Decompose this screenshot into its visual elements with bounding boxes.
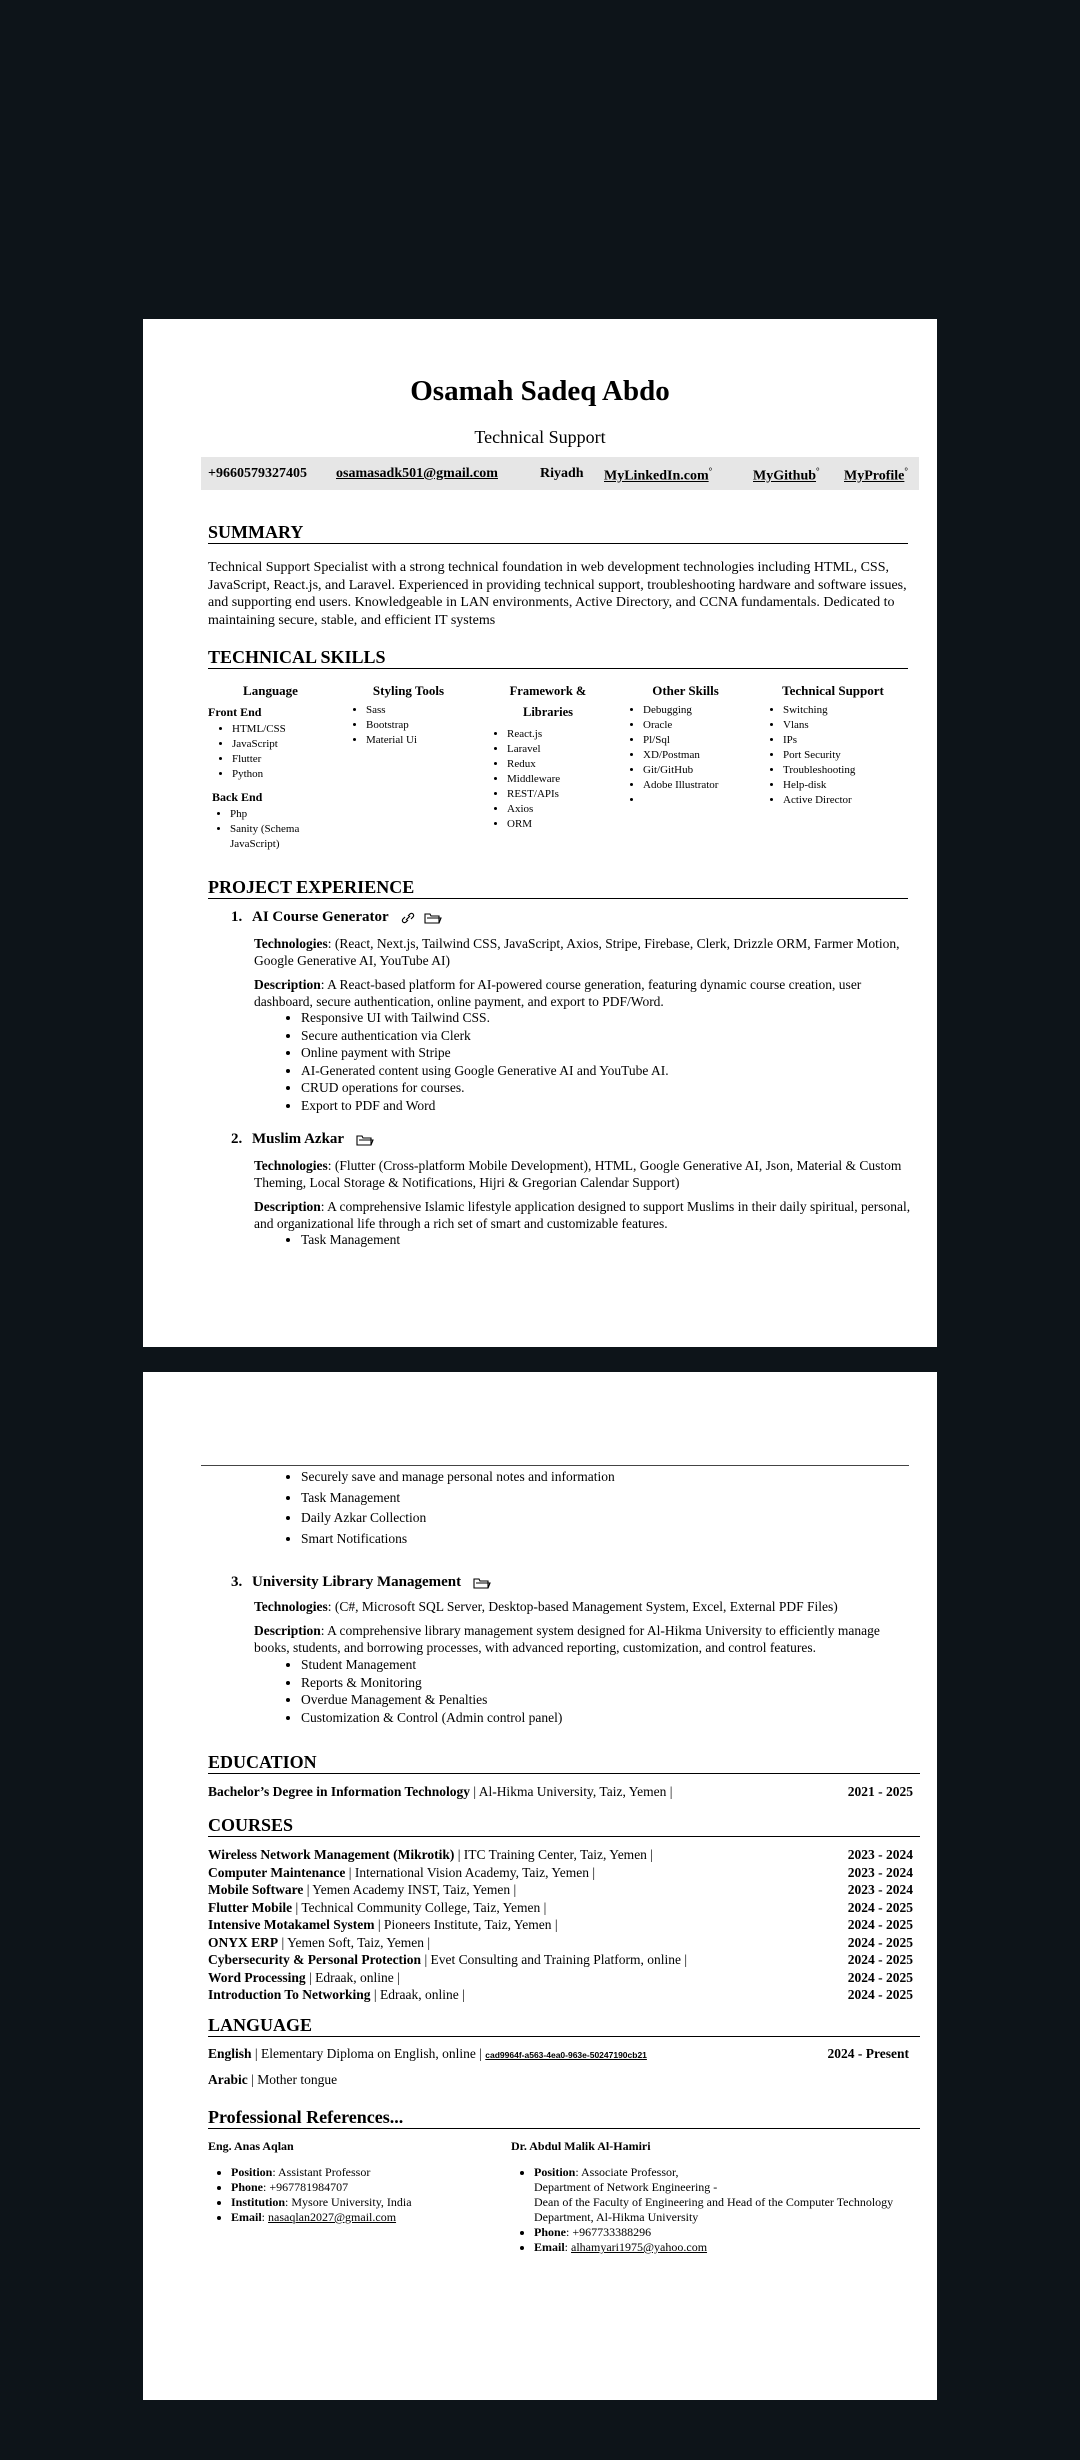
email-label: Email <box>231 2210 262 2224</box>
external-link-icon: ° <box>904 466 908 476</box>
list-item: • Vlans <box>783 718 903 733</box>
skills-framework-title: Framework & Libraries <box>509 684 587 719</box>
course-row <box>208 1951 913 1969</box>
list-item: • Responsive UI with Tailwind CSS. <box>301 1009 669 1027</box>
position-value: : Assistant Professor <box>272 2165 371 2179</box>
project-name: AI Course Generator <box>252 909 389 925</box>
tech-label: Technologies <box>254 1599 328 1614</box>
list-item: • Git/GitHub <box>643 763 748 778</box>
desc-label: Description <box>254 977 321 992</box>
reference-1-name: Eng. Anas Aqlan <box>208 2139 294 2153</box>
course-place: | International Vision Academy, Taiz, Yemen | <box>345 1864 596 1880</box>
course-name: Introduction To Networking <box>208 1987 371 2002</box>
course-row <box>208 1864 913 1882</box>
course-row <box>208 1881 913 1899</box>
email-link[interactable]: osamasadk501@gmail.com <box>336 466 498 481</box>
phone-label: Phone <box>534 2225 567 2239</box>
list-item <box>534 2165 899 2225</box>
project-3-title <box>231 1574 491 1591</box>
list-item: • Troubleshooting <box>783 763 903 778</box>
phone-label: Phone <box>231 2180 264 2194</box>
phone-text: +9660579327405 <box>208 466 307 481</box>
course-place: | ITC Training Center, Taiz, Yemen | <box>454 1847 654 1862</box>
list-item: • Middleware <box>507 772 613 787</box>
resume-role: Technical Support <box>474 427 606 447</box>
list-item: • Email: nasaqlan2027@gmail.com <box>231 2210 471 2225</box>
references-heading: Professional References... <box>208 2107 920 2129</box>
desc-value: A React-based platform for AI-powered course generation, featuring dynamic course creation, user dashboard, secure authentication, online payment, and export to PDF/Word. <box>254 977 862 1009</box>
list-item: • JavaScript <box>232 737 333 752</box>
list-item: • CRUD operations for courses. <box>301 1079 669 1097</box>
course-date: 2023 - 2024 <box>847 1847 913 1862</box>
project-2-technologies: Technologies: (Flutter (Cross-platform Mobile Development), HTML, Google Generative AI, Json, Material & Custom Theming, Local Storage & Notifications, Hijri & Gregorian Calendar Support) <box>254 1158 902 1190</box>
project-number: 1. <box>231 909 243 925</box>
desc-value: A comprehensive library management system designed for Al-Hikma University to efficiently manage books, students, and borrowing processes, with advanced reporting, customization, and control features. <box>254 1623 880 1655</box>
list-item <box>231 2180 471 2195</box>
reference-1-details <box>231 2165 471 2225</box>
list-item: • Adobe Illustrator <box>643 778 748 793</box>
list-item: • Email: alhamyari1975@yahoo.com <box>534 2240 899 2255</box>
list-item: • Material Ui <box>366 733 471 748</box>
list-item: • Online payment with Stripe <box>301 1044 669 1062</box>
page-divider <box>201 1465 909 1466</box>
language-english: English <box>208 2046 252 2061</box>
courses-heading: COURSES <box>208 1815 920 1837</box>
course-name: Flutter Mobile <box>208 1899 293 1915</box>
list-item: • ORM <box>507 817 613 832</box>
course-date: 2024 - 2025 <box>847 1952 913 1967</box>
project-name: Muslim Azkar <box>252 1131 344 1147</box>
course-place: | Yemen Academy INST, Taiz, Yemen | <box>303 1882 517 1897</box>
profile-label[interactable]: MyProfile <box>844 468 905 484</box>
external-link-icon: ° <box>816 466 820 476</box>
institution-label: Institution <box>231 2195 286 2209</box>
project-2-bullets <box>301 1231 400 1249</box>
list-item: • Task Management <box>301 1231 400 1249</box>
list-item <box>231 2165 471 2180</box>
reference-2-details <box>534 2165 899 2255</box>
list-item: • IPs <box>783 733 903 748</box>
tech-value: (C#, Microsoft SQL Server, Desktop-based Management System, Excel, External PDF Files) <box>334 1599 838 1614</box>
skills-styling-column <box>346 681 471 748</box>
desc-value: A comprehensive Islamic lifestyle application designed to support Muslims in their daily spiritual, personal, and organizational life through a rich set of smart and customizable features. <box>254 1199 911 1231</box>
project-3-technologies: Technologies: (C#, Microsoft SQL Server, Desktop-based Management System, Excel, External PDF Files) <box>254 1599 838 1614</box>
skills-support-column <box>763 681 903 808</box>
list-item: • Pl/Sql <box>643 733 748 748</box>
resume-name: Osamah Sadeq Abdo <box>410 375 670 407</box>
phone-value: : +967781984707 <box>263 2180 349 2194</box>
contact-bar <box>201 457 919 490</box>
course-row <box>208 1899 913 1917</box>
education-row <box>208 1783 913 1801</box>
list-item: • XD/Postman <box>643 748 748 763</box>
course-name: Word Processing <box>208 1969 306 1985</box>
list-item: • Export to PDF and Word <box>301 1097 669 1115</box>
back-end-title: Back End <box>212 790 263 804</box>
project-1-bullets <box>301 1009 669 1114</box>
course-date: 2024 - 2025 <box>847 1987 913 2002</box>
list-item <box>231 2195 471 2210</box>
language-heading: LANGUAGE <box>208 2015 920 2037</box>
list-item: • Laravel <box>507 742 613 757</box>
skills-language-title: Language <box>243 683 298 698</box>
course-place: | Edraak, online | <box>370 1987 465 2002</box>
list-item: • Smart Notifications <box>301 1530 615 1548</box>
desc-label: Description <box>254 1623 321 1638</box>
education-heading: EDUCATION <box>208 1752 920 1774</box>
course-place: | Yemen Soft, Taiz, Yemen | <box>278 1934 431 1950</box>
list-item: • Active Director <box>783 793 903 808</box>
list-item: • React.js <box>507 727 613 742</box>
certificate-link[interactable]: cad9964f-a563-4ea0-963e-50247190cb21 <box>485 2050 647 2060</box>
list-item: • AI-Generated content using Google Generative AI and YouTube AI. <box>301 1062 669 1080</box>
project-1-technologies: Technologies: (React, Next.js, Tailwind CSS, JavaScript, Axios, Stripe, Firebase, Clerk, Drizzle ORM, Farmer Motion, Google Generative AI, YouTube AI) <box>254 936 900 968</box>
course-date: 2024 - 2025 <box>847 1969 913 1985</box>
list-item: • Securely save and manage personal notes and information <box>301 1468 615 1486</box>
course-date: 2023 - 2024 <box>847 1882 913 1897</box>
course-name: Cybersecurity & Personal Protection <box>208 1952 422 1967</box>
reference-2-name: Dr. Abdul Malik Al-Hamiri <box>511 2139 651 2153</box>
email-label: Email <box>534 2240 565 2254</box>
email-link[interactable]: alhamyari1975@yahoo.com <box>571 2240 708 2254</box>
course-date: 2023 - 2024 <box>847 1864 913 1880</box>
project-name: University Library Management <box>252 1574 462 1590</box>
degree-date: 2021 - 2025 <box>847 1784 913 1799</box>
link-icon[interactable] <box>400 911 416 925</box>
profile-link[interactable] <box>844 466 908 485</box>
position-label: Position <box>231 2165 273 2179</box>
project-3-description: Description: A comprehensive library management system designed for Al-Hikma University to efficiently manage books, students, and borrowing processes, with advanced reporting, customization, and control features. <box>254 1623 880 1655</box>
list-item: • Student Management <box>301 1656 562 1674</box>
city-text: Riyadh <box>540 466 584 481</box>
skills-other-title: Other Skills <box>652 683 719 698</box>
course-date: 2024 - 2025 <box>847 1899 913 1915</box>
external-link-icon: ° <box>708 466 713 476</box>
list-item: • REST/APIs <box>507 787 613 802</box>
course-name: Mobile Software <box>208 1882 304 1897</box>
list-item: • Oracle <box>643 718 748 733</box>
summary-text: Technical Support Specialist with a strong technical foundation in web development technologies including HTML, CSS, JavaScript, React.js, and Laravel. Experienced in providing technical support, troubleshooting hardware and software issues, and supporting end users. Knowledgeable in LAN environments, Active Directory, and CCNA fundamentals. Dedicated to maintaining secure, stable, and efficient IT systems <box>208 560 907 628</box>
list-item: • Overdue Management & Penalties <box>301 1691 562 1709</box>
email-link[interactable]: nasaqlan2027@gmail.com <box>268 2210 397 2224</box>
project-2-description: Description: A comprehensive Islamic lifestyle application designed to support Muslims in their daily spiritual, personal, and organizational life through a rich set of smart and customizable features. <box>254 1199 911 1231</box>
course-row <box>208 1934 913 1952</box>
skills-other-column <box>623 681 748 808</box>
summary-heading: SUMMARY <box>208 522 908 544</box>
course-place: | Edraak, online | <box>305 1969 400 1985</box>
project-2-title <box>231 1131 374 1148</box>
degree-place: | Al-Hikma University, Taiz, Yemen | <box>469 1784 673 1799</box>
linkedin-label[interactable]: MyLinkedIn.com <box>604 468 709 484</box>
list-item <box>643 793 748 808</box>
list-item: • Flutter <box>232 752 333 767</box>
position-label: Position <box>534 2165 576 2179</box>
course-date: 2024 - 2025 <box>847 1934 913 1950</box>
list-item: • Python <box>232 767 333 782</box>
project-number: 2. <box>231 1131 243 1147</box>
tech-label: Technologies <box>254 936 328 951</box>
language-arabic-row <box>208 2071 913 2089</box>
language-english-row <box>208 2045 913 2065</box>
list-item: • Axios <box>507 802 613 817</box>
course-place: | Pioneers Institute, Taiz, Yemen | <box>374 1917 558 1932</box>
language-english-date: 2024 - Present <box>827 2046 909 2061</box>
project-2-bullets-continued <box>301 1468 615 1547</box>
language-arabic-detail: | Mother tongue <box>247 2072 338 2087</box>
course-name: Computer Maintenance <box>208 1864 346 1880</box>
resume-page-1 <box>143 319 937 1347</box>
project-number: 3. <box>231 1574 243 1590</box>
language-arabic: Arabic <box>208 2072 248 2087</box>
list-item: • Customization & Control (Admin control panel) <box>301 1709 562 1727</box>
list-item: • Task Management <box>301 1489 615 1507</box>
course-row <box>208 1916 913 1934</box>
project-1-title <box>231 909 442 926</box>
list-item: • Bootstrap <box>366 718 471 733</box>
list-item: • Sanity (Schema JavaScript) <box>230 822 325 852</box>
institution-value: : Mysore University, India <box>285 2195 412 2209</box>
folder-icon[interactable] <box>424 911 442 925</box>
tech-value: (Flutter (Cross-platform Mobile Development), HTML, Google Generative AI, Json, Material & Custom Theming, Local Storage & Notifications, Hijri & Gregorian Calendar Support) <box>254 1158 902 1190</box>
course-name: ONYX ERP <box>208 1934 279 1950</box>
folder-icon[interactable] <box>473 1576 491 1590</box>
skills-framework-column <box>483 681 613 832</box>
list-item: • HTML/CSS <box>232 722 333 737</box>
github-label[interactable]: MyGithub <box>753 468 817 484</box>
course-name: Intensive Motakamel System <box>208 1917 375 1932</box>
project-3-bullets <box>301 1656 562 1726</box>
experience-heading: PROJECT EXPERIENCE <box>208 877 908 899</box>
list-item: • Debugging <box>643 703 748 718</box>
position-line-3: Dean of the Faculty of Engineering and Head of the Computer Technology Department, Al-Hikma University <box>534 2195 894 2224</box>
list-item: • Redux <box>507 757 613 772</box>
list-item: • Switching <box>783 703 903 718</box>
phone-value: : +967733388296 <box>566 2225 652 2239</box>
folder-icon[interactable] <box>356 1133 374 1147</box>
skills-heading: TECHNICAL SKILLS <box>208 647 908 669</box>
list-item: • Port Security <box>783 748 903 763</box>
skills-styling-title: Styling Tools <box>372 683 445 698</box>
list-item <box>534 2225 899 2240</box>
list-item: • Reports & Monitoring <box>301 1674 562 1692</box>
resume-page-2 <box>143 1372 937 2400</box>
list-item: • Help-disk <box>783 778 903 793</box>
course-place: | Evet Consulting and Training Platform, online | <box>421 1952 688 1967</box>
course-date: 2024 - 2025 <box>847 1917 913 1932</box>
list-item: • Secure authentication via Clerk <box>301 1027 669 1045</box>
list-item: • Daily Azkar Collection <box>301 1509 615 1527</box>
position-value: : Associate Professor, <box>575 2165 679 2179</box>
course-row <box>208 1846 913 1864</box>
language-english-detail: | Elementary Diploma on English, online | <box>251 2046 486 2061</box>
tech-value: (React, Next.js, Tailwind CSS, JavaScript, Axios, Stripe, Firebase, Clerk, Drizzle ORM, Farmer Motion, Google Generative AI, YouTube AI) <box>254 936 900 968</box>
front-end-title: Front End <box>208 705 262 719</box>
course-name: Wireless Network Management (Mikrotik) <box>208 1847 455 1862</box>
list-item: • Sass <box>366 703 471 718</box>
position-line-2: Department of Network Engineering - <box>534 2180 718 2194</box>
github-link[interactable] <box>753 466 820 485</box>
tech-label: Technologies <box>254 1158 328 1173</box>
degree-name: Bachelor’s Degree in Information Technology <box>208 1784 470 1799</box>
linkedin-link[interactable] <box>604 466 712 485</box>
list-item: • Php <box>230 807 325 822</box>
project-1-description: Description: A React-based platform for AI-powered course generation, featuring dynamic course creation, user dashboard, secure authentication, online payment, and export to PDF/Word. <box>254 977 862 1009</box>
course-place: | Technical Community College, Taiz, Yemen | <box>292 1899 547 1915</box>
skills-language-column <box>208 681 333 852</box>
desc-label: Description <box>254 1199 321 1214</box>
course-row <box>208 1986 913 2004</box>
course-row <box>208 1969 913 1987</box>
skills-support-title: Technical Support <box>782 683 884 698</box>
